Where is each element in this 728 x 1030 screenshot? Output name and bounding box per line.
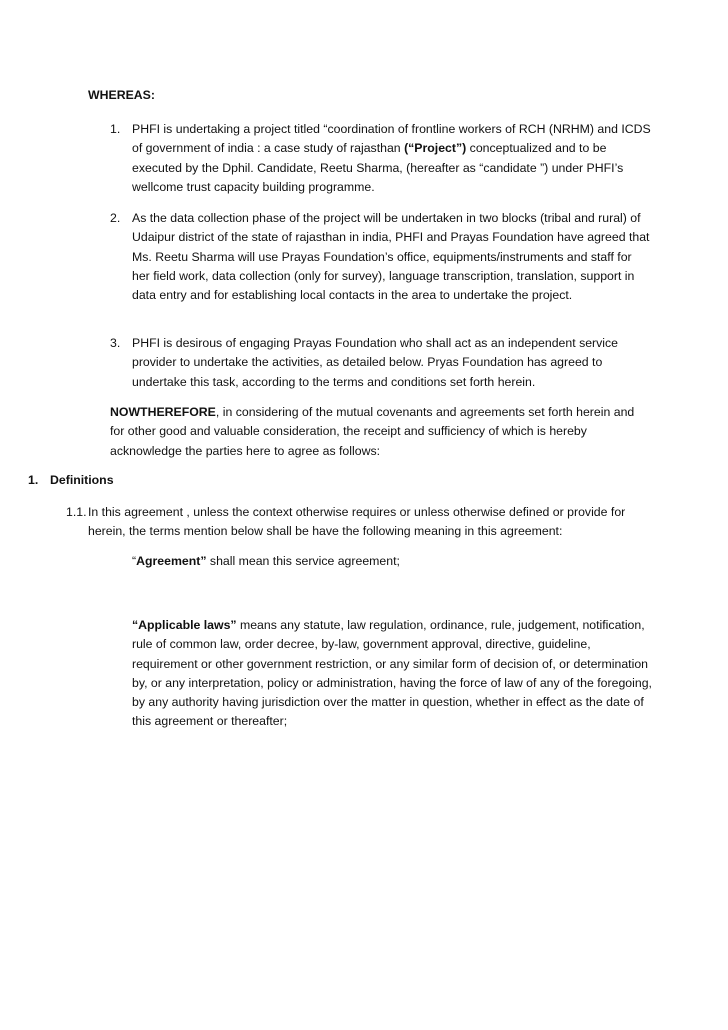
now-therefore-paragraph: NOWTHEREFORE, in considering of the mutual covenants and agreements set forth herein and for other good and valuable consideration, the receipt and sufficiency of which is hereby acknowledge the parties here to agree as follows:	[110, 405, 635, 458]
section-number: 1.	[28, 473, 39, 487]
recital-number: 1.	[110, 122, 121, 136]
recital-number: 2.	[110, 211, 121, 225]
definition-applicable-laws: “Applicable laws” means any statute, law regulation, ordinance, rule, judgement, notification, rule of common law, order decree, by-law, government approval, directive, guideline, requirement or other government restriction, or any similar form of decision of, or determination by, or any interpretation, policy or administration, having the force of law of any of the foregoing, by any authority having jurisdiction over the matter in question, whether in effect as the date of this agreement or thereafter;	[132, 618, 652, 729]
recital-number: 3.	[110, 336, 121, 350]
section-title: Definitions	[50, 473, 114, 487]
recital-text: PHFI is desirous of engaging Prayas Foundation who shall act as an independent service provider to undertake the activities, as detailed below. Pryas Foundation has agreed to undertake this task, according to the terms and conditions set forth herein.	[132, 336, 619, 389]
subsection-text: In this agreement , unless the context otherwise requires or unless otherwise defined or provide for herein, the terms mention below shall be have the following meaning in this agreement:	[88, 505, 626, 539]
whereas-heading: WHEREAS:	[88, 88, 155, 102]
definition-agreement: “Agreement” shall mean this service agreement;	[132, 554, 400, 568]
subsection-number: 1.1.	[66, 505, 87, 519]
recital-text: As the data collection phase of the project will be undertaken in two blocks (tribal and rural) of Udaipur district of the state of rajasthan in india, PHFI and Prayas Foundation have agreed that Ms. Reetu Sharma will use Prayas Foundation’s office, equipments/instruments and staff for her field work, data collection (only for survey), language transcription, translation, support in data entry and for establishing local contacts in the area to undertake the project.	[132, 211, 650, 303]
recital-text: PHFI is undertaking a project titled “coordination of frontline workers of RCH (NRHM) and ICDS of government of india : a case study of rajasthan (“Project”) conceptualized and to be executed by the Dphil. Candidate, Reetu Sharma, (hereafter as “candidate ”) under PHFI’s wellcome trust capacity building programme.	[132, 122, 651, 194]
